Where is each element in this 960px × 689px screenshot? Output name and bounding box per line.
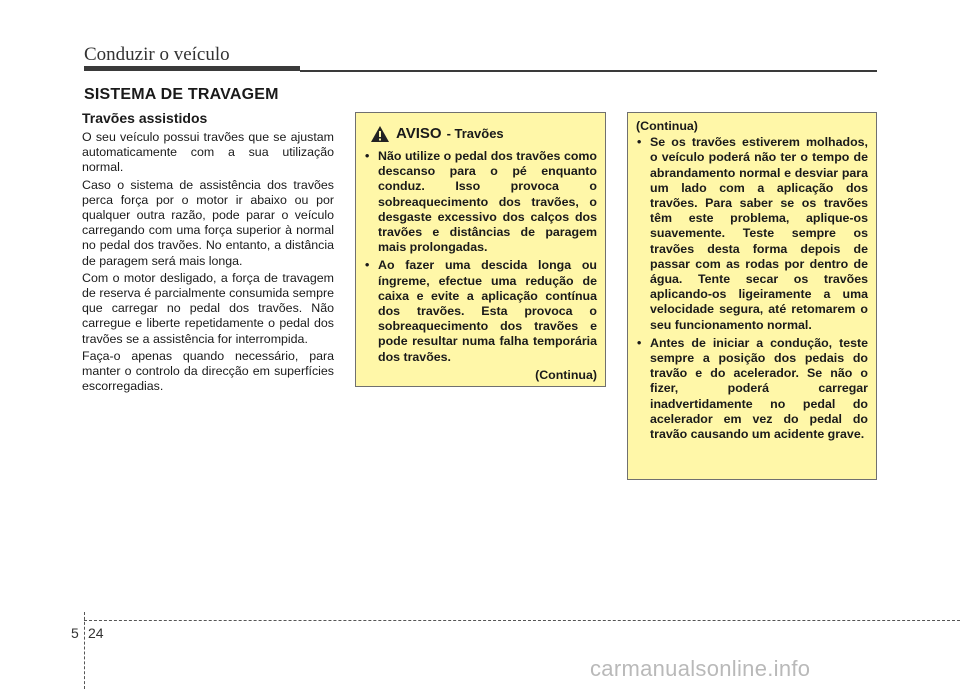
subsection-heading: Travões assistidos bbox=[82, 110, 208, 126]
warning-list bbox=[636, 135, 868, 442]
paragraph: Com o motor desligado, a força de travagem de reserva é parcialmente consumida sempre que carregar no pedal dos travões. Não carregue e liberte repetidamente o pedal dos travões se a assistência for interrompida. bbox=[82, 270, 334, 346]
continued-label: (Continua) bbox=[535, 367, 597, 382]
header-bar-thin bbox=[300, 70, 877, 72]
footer-chapter-number: 5 bbox=[71, 625, 79, 641]
footer-vertical-rule bbox=[84, 612, 85, 689]
continued-label: (Continua) bbox=[636, 119, 698, 133]
warning-box-brakes bbox=[355, 112, 606, 387]
watermark: carmanualsonline.info bbox=[590, 656, 811, 681]
column-text bbox=[82, 110, 334, 396]
paragraph: Faça-o apenas quando necessário, para manter o controlo da direcção em superfícies escorregadias. bbox=[82, 348, 334, 394]
warning-header bbox=[370, 125, 597, 143]
paragraph: Caso o sistema de assistência dos travões perca força por o motor ir abaixo ou por qualquer outra razão, pode parar o veículo carregando com uma força superior à normal no pedal dos travões. No entanto, a distância de paragem será mais longa. bbox=[82, 177, 334, 268]
warning-list bbox=[364, 149, 597, 365]
warning-label: AVISO bbox=[396, 125, 442, 143]
warning-subtitle: - Travões bbox=[446, 126, 504, 142]
footer-horizontal-rule bbox=[84, 620, 960, 621]
warning-bullet: • Ao fazer uma descida longa ou íngreme, efectue uma redução de caixa e evite a aplicação contínua dos travões. Esta provoca o sobreaquecimento dos travões e pode resultar numa falha temporária dos travões. bbox=[364, 258, 597, 364]
footer-page-number: 24 bbox=[88, 625, 104, 641]
warning-triangle-icon bbox=[370, 125, 390, 143]
warning-bullet: • Se os travões estiverem molhados, o veículo poderá não ter o tempo de abrandamento normal e desviar para um lado com a aplicação dos travões. Para saber se os travões têm este problema, aplique-os suavemente. Teste sempre os travões desta forma depois de passar com as rodas por dentro de água. Tente secar os travões aplicando-os ligeiramente a uma velocidade segura, até retomarem o seu funcionamento normal. bbox=[636, 135, 868, 333]
warning-bullet: • Não utilize o pedal dos travões como descanso para o pé enquanto conduz. Isso provoca o sobreaquecimento dos travões, o desgaste excessivo dos calços dos travões e distâncias de paragem mais prolongadas. bbox=[364, 149, 597, 255]
section-title: SISTEMA DE TRAVAGEM bbox=[84, 86, 279, 103]
paragraph: O seu veículo possui travões que se ajustam automaticamente com a sua utilização normal. bbox=[82, 130, 334, 175]
page-header-title: Conduzir o veículo bbox=[84, 44, 230, 65]
warning-bullet: • Antes de iniciar a condução, teste sempre a posição dos pedais do travão e do acelerador. Se não o fizer, poderá carregar inadvertidamente no pedal do acelerador em vez do pedal do travão causando um acidente grave. bbox=[636, 336, 868, 442]
header-bar-thick bbox=[84, 66, 300, 71]
warning-box-continued bbox=[627, 112, 877, 480]
